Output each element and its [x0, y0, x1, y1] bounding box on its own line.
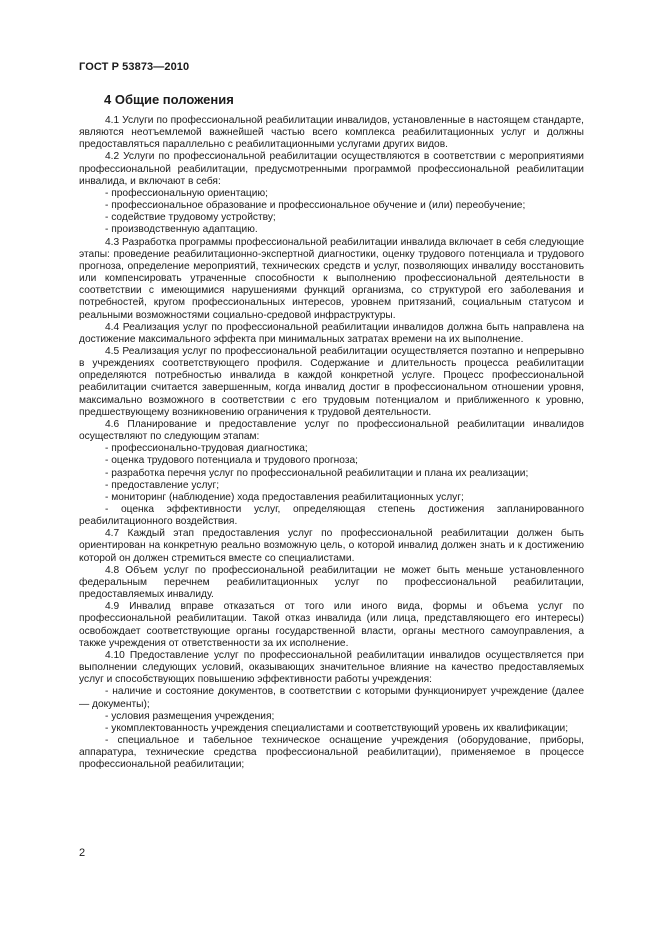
- list-item: - мониторинг (наблюдение) хода предоставления реабилитационных услуг;: [105, 491, 464, 503]
- list-item: - предоставление услуг;: [105, 479, 220, 491]
- list-item: - оценка трудового потенциала и трудового прогноза;: [105, 455, 359, 467]
- list-item: - профессионально-трудовая диагностика;: [105, 443, 308, 455]
- list-item: - содействие трудовому устройству;: [105, 212, 276, 224]
- list-item: - укомплектованность учреждения специалистами и соответствующий уровень их квалификации;: [105, 722, 569, 734]
- paragraph: 4.5 Реализация услуг по профессиональной реабилитации осуществляется поэтапно и непрерывно в учреждениях соответствующего профиля. Содержание и длительность процесса реабилитации определяются потребностью инвалида в каждой конкретной услуге. Процесс профессиональной реабилитации считается завершенным, когда инвалид достиг в профессиональном отношении уровня, максимально возможного в соответствии с его трудовым потенциалом и приближенного к уровню, предшествующему возникновению ограничения к трудовой деятельности.: [79, 345, 584, 418]
- section-title: 4 Общие положения: [104, 92, 234, 107]
- paragraph: 4.10 Предоставление услуг по профессиональной реабилитации инвалидов осуществляется при выполнении следующих условий, оказывающих значительное влияние на качество предоставляемых услуг и способствующих повышению эффективности работы учреждения:: [79, 649, 584, 686]
- paragraph: 4.9 Инвалид вправе отказаться от того или иного вида, формы и объема услуг по профессиональной реабилитации. Такой отказ инвалида (или лица, представляющего его интересы) освобождает соответствующие органы государственной власти, органы местного самоуправления, а также учреждения от ответственности за их исполнение.: [79, 601, 584, 649]
- standard-code-header: ГОСТ Р 53873—2010: [79, 61, 190, 73]
- list-item: - профессиональную ориентацию;: [105, 187, 268, 199]
- paragraph: 4.8 Объем услуг по профессиональной реабилитации не может быть меньше установленного федеральным перечнем реабилитационных услуг по профессиональной реабилитации, предоставляемых инвалиду.: [79, 564, 584, 601]
- list-item: - профессиональное образование и профессиональное обучение и (или) переобучение;: [105, 200, 526, 212]
- list-item: - оценка эффективности услуг, определяющая степень достижения запланированного реабилитационного воздействия.: [79, 504, 584, 528]
- paragraph: 4.6 Планирование и предоставление услуг по профессиональной реабилитации инвалидов осуществляют по следующим этапам:: [79, 418, 584, 443]
- document-body: [79, 115, 584, 771]
- list-item: - условия размещения учреждения;: [105, 710, 275, 722]
- paragraph: 4.4 Реализация услуг по профессиональной реабилитации инвалидов должна быть направлена на достижение максимального эффекта при минимальных затратах времени на их выполнение.: [79, 321, 584, 345]
- page-number: 2: [79, 847, 86, 859]
- paragraph: 4.7 Каждый этап предоставления услуг по профессиональной реабилитации должен быть ориентирован на конкретную реально возможную цель, о которой инвалид должен знать и к достижению которой он должен стремиться вместе со специалистами.: [79, 528, 584, 564]
- paragraph: 4.3 Разработка программы профессиональной реабилитации инвалида включает в себя следующие этапы: проведение реабилитационно-экспертной диагностики, оценку трудового потенциала и трудового прогноза, определение мероприятий, технических средств и услуг, позволяющих инвалиду восстановить или компенсировать утраченные способности к выполнению профессиональной деятельности в соответствии с имеющимися нарушениями функций организма, со структурой его заболевания и потребностей, кругом профессиональных интересов, уровнем притязаний, социальным статусом и реальными возможностями социально-средовой инфраструктуры.: [79, 236, 584, 321]
- paragraph: 4.2 Услуги по профессиональной реабилитации осуществляются в соответствии с мероприятиями профессиональной реабилитации, предусмотренными программой профессиональной реабилитации инвалида, и включают в себя:: [79, 151, 584, 187]
- paragraph: 4.1 Услуги по профессиональной реабилитации инвалидов, установленные в настоящем стандарте, являются неотъемлемой важнейшей частью всего комплекса реабилитационных услуг и должны предоставляться параллельно с реабилитационными услугами других видов.: [79, 115, 584, 151]
- list-item: - наличие и состояние документов, в соответствии с которыми функционирует учреждение (далее — документы);: [79, 686, 584, 710]
- list-item: - производственную адаптацию.: [105, 224, 258, 236]
- list-item: - разработка перечня услуг по профессиональной реабилитации и плана их реализации;: [105, 467, 529, 479]
- list-item: - специальное и табельное техническое оснащение учреждения (оборудование, приборы, аппаратура, технические средства профессиональной реабилитации), применяемое в процессе профессиональной реабилитации;: [79, 734, 584, 771]
